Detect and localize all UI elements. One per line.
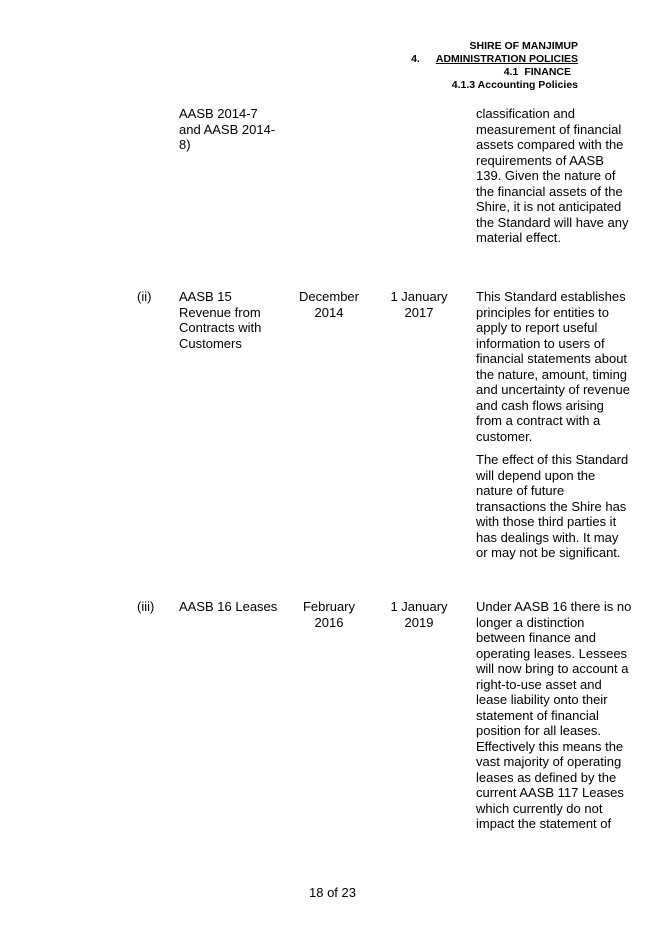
row-0-standard: AASB 2014-7 and AASB 2014-8) [179, 106, 276, 152]
row-2-applicable: 1 January 2019 [390, 599, 448, 630]
row-2-impact [476, 599, 632, 832]
row-0-impact [476, 106, 632, 246]
row-1-impact-para-2: The effect of this Standard will depend upon the nature of future transactions the Shire has with those third parties it has dealings with. It may or may not be significant. [476, 452, 629, 560]
header-org-line [411, 40, 578, 53]
header-org: SHIRE OF MANJIMUP [469, 40, 578, 52]
header-policy-line [411, 79, 578, 92]
row-2-number: (iii) [137, 599, 155, 614]
row-2-issued: February 2016 [302, 599, 356, 630]
row-1-issued: December 2014 [299, 289, 359, 320]
page-number: 18 of 23 [309, 885, 356, 900]
header-section-number: 4. [411, 53, 420, 65]
row-2-impact-para-1: Under AASB 16 there is no longer a distinction between finance and operating leases. Lessees will now bring to account a right-to-use asset and lease liability onto their statement of financial position for all leases. Effectively this means the vast majority of operating leases as defined by the current AASB 117 Leases which currently do not impact the statement of [476, 599, 632, 831]
header-subsection-title: FINANCE [524, 66, 571, 78]
row-0-impact-para-1: classification and measurement of financial assets compared with the requirements of AASB 139. Given the nature of the financial assets of the Shire, it is not anticipated the Standard will have any material effect. [476, 106, 629, 245]
header-section-line [411, 53, 578, 66]
row-1-number: (ii) [137, 289, 152, 304]
row-1-applicable: 1 January 2017 [390, 289, 448, 320]
row-2-standard: AASB 16 Leases [179, 599, 278, 614]
page-header [411, 40, 578, 92]
row-1-standard: AASB 15 Revenue from Contracts with Customers [179, 289, 262, 351]
header-section-title: ADMINISTRATION POLICIES [435, 53, 578, 65]
header-subsection-line [411, 66, 578, 79]
header-policy: 4.1.3 Accounting Policies [451, 79, 578, 91]
row-1-impact-para-1: This Standard establishes principles for entities to apply to report useful information to users of financial statements about the nature, amount, timing and uncertainty of revenue and cash flows arising from a contract with a customer. [476, 289, 630, 444]
row-1-impact [476, 289, 632, 561]
header-subsection-number: 4.1 [503, 66, 519, 78]
